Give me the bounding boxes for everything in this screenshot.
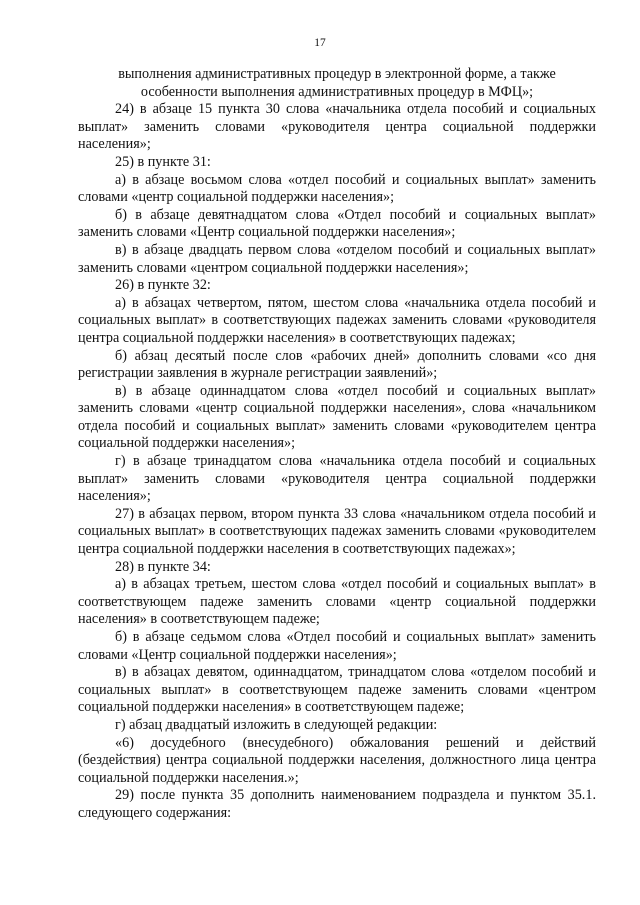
paragraph-item-26b: б) абзац десятый после слов «рабочих дней» дополнить словами «со дня регистрации заявления в журнале регистрации заявлений»; [78,347,596,382]
paragraph-quoted-item-6: «6) досудебного (внесудебного) обжалования решений и действий (бездействия) центра социальной поддержки населения, должностного лица центра социальной поддержки населения.»; [78,734,596,786]
paragraph-item-28: 28) в пункте 34: [115,558,211,575]
page-number: 17 [314,37,326,49]
paragraph-item-26v: в) в абзаце одиннадцатом слова «отдел пособий и социальных выплат» заменить словами «центр социальной поддержки населения», слова «начальником отдела пособий и социальных выплат» заменить словами «руководителем центра социальной поддержки населения»; [78,382,596,452]
paragraph-item-26a: а) в абзацах четвертом, пятом, шестом слова «начальника отдела пособий и социальных выплат» в соответствующих падежах заменить словами «руководителя центра социальной поддержки населения» в соответствующих падежах; [78,294,596,346]
paragraph-item-28b: б) в абзаце седьмом слова «Отдел пособий и социальных выплат» заменить словами «Центр социальной поддержки населения»; [78,629,596,663]
paragraph-item-24: 24) в абзаце 15 пункта 30 слова «начальника отдела пособий и социальных выплат» заменить словами «руководителя центра социальной поддержки населения»; [78,101,596,153]
paragraph-item-28g: г) абзац двадцатый изложить в следующей редакции: [115,716,438,733]
paragraph-item-28v: в) в абзацах девятом, одиннадцатом, тринадцатом слова «отделом пособий и социальных выплат» в соответствующем падеже заменить словами «центром социальной поддержки населения» в соответствующем падеже; [78,664,596,716]
document-body [78,66,596,823]
paragraph-item-25b: б) в абзаце девятнадцатом слова «Отдел пособий и социальных выплат» заменить словами «Центр социальной поддержки населения»; [78,206,596,241]
paragraph-item-29: 29) после пункта 35 дополнить наименованием подраздела и пунктом 35.1. следующего содержания: [78,787,596,821]
paragraph-continuation: выполнения административных процедур в электронной форме, а также особенности выполнения административных процедур в МФЦ»; [118,66,556,100]
paragraph-item-27: 27) в абзацах первом, втором пункта 33 слова «начальником отдела пособий и социальных выплат» в соответствующих падежах заменить словами «руководителем центра социальной поддержки населения в соответствующих падежах»; [78,505,596,558]
paragraph-item-25a: а) в абзаце восьмом слова «отдел пособий и социальных выплат» заменить словами «центр социальной поддержки населения»; [78,171,596,206]
paragraph-item-26: 26) в пункте 32: [115,277,211,294]
paragraph-item-26g: г) в абзаце тринадцатом слова «начальника отдела пособий и социальных выплат» заменить словами «руководителя центра социальной поддержки населения»; [78,453,596,505]
paragraph-item-25: 25) в пункте 31: [115,153,211,170]
paragraph-item-28a: а) в абзацах третьем, шестом слова «отдел пособий и социальных выплат» в соответствующем падеже заменить словами «центр социальной поддержки населения» в соответствующем падеже; [78,576,596,628]
paragraph-item-25v: в) в абзаце двадцать первом слова «отделом пособий и социальных выплат» заменить словами «центром социальной поддержки населения»; [78,241,596,276]
